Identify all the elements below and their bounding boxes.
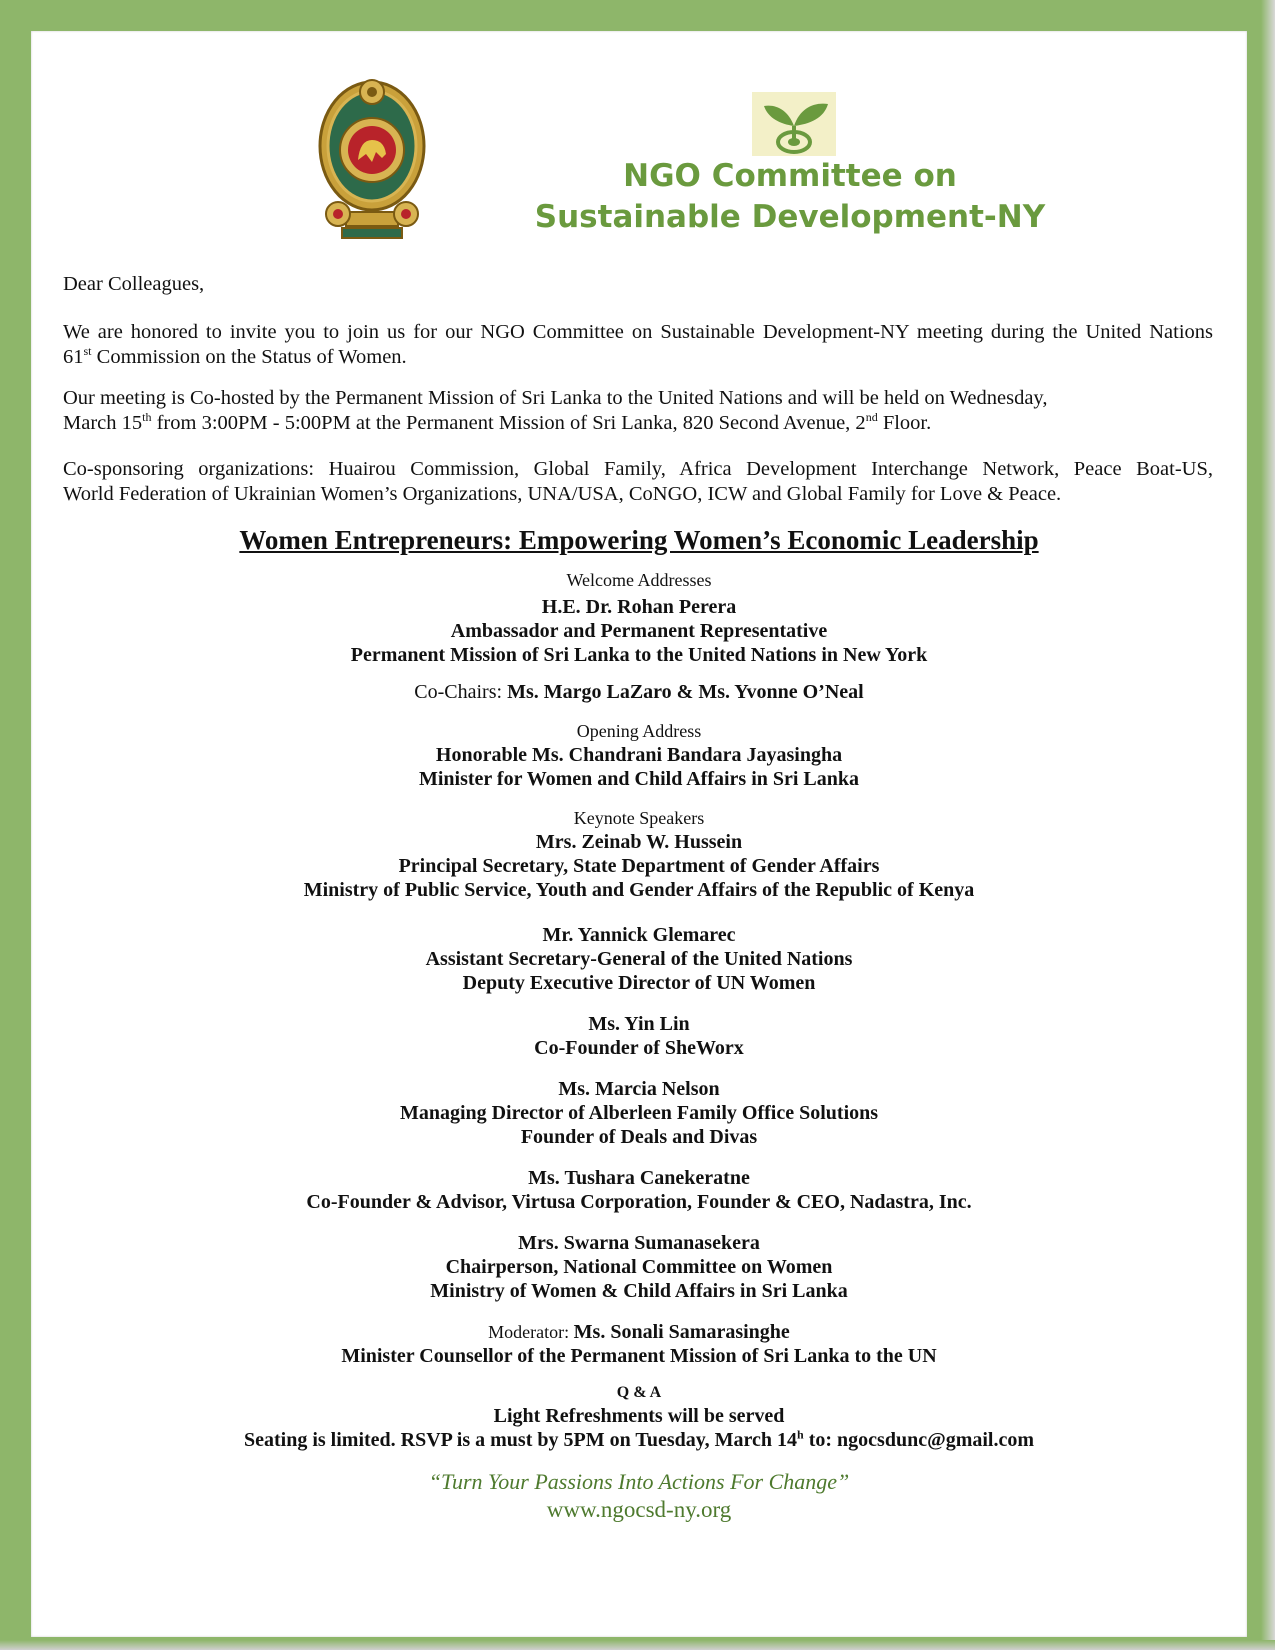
paragraph-meeting-line2 [63, 411, 1213, 436]
rsvp-deadline: Seating is limited. RSVP is a must by 5PM on Tuesday, March 14 [244, 1429, 798, 1451]
moderator-section [31, 1320, 1247, 1368]
floor-suffix: nd [865, 410, 878, 425]
moderator-role: Minister Counsellor of the Permanent Mission of Sri Lanka to the UN [341, 1345, 937, 1367]
speaker-role: Principal Secretary, State Department of Gender Affairs [398, 855, 880, 877]
keynote-speaker [31, 1012, 1247, 1060]
paragraph-invitation-line1: We are honored to invite you to join us for our NGO Committee on Sustainable Development-NY meeting during the United Nations [63, 321, 1213, 343]
paragraph-cosponsors-line1: Co-sponsoring organizations: Huairou Commission, Global Family, Africa Development Interchange Network, Peace Boat-US, [63, 458, 1213, 480]
speaker-name: Ms. Marcia Nelson [558, 1078, 720, 1100]
paragraph-invitation [63, 320, 1213, 370]
rsvp-date-suffix: h [797, 1427, 804, 1442]
ordinal-number: 61 [63, 346, 84, 368]
website-url: www.ngocsd-ny.org [546, 1497, 732, 1522]
rsvp-note [31, 1428, 1247, 1452]
speaker-name: Mrs. Zeinab W. Hussein [535, 831, 743, 853]
ordinal-suffix: st [83, 344, 92, 359]
speaker-role: Founder of Deals and Divas [520, 1126, 758, 1148]
org-name-line1: NGO Committee on [623, 158, 957, 194]
frame-shadow-right [1261, 0, 1275, 1650]
speaker-role: Ministry of Public Service, Youth and Gender Affairs of the Republic of Kenya [303, 879, 975, 901]
speaker-name: Ms. Tushara Canekeratne [528, 1167, 750, 1189]
moderator-line [31, 1320, 1247, 1344]
qa-label: Q & A [616, 1384, 662, 1401]
meeting-time-location: from 3:00PM - 5:00PM at the Permanent Mission of Sri Lanka, 820 Second Avenue, 2 [151, 412, 866, 434]
keynote-speaker [31, 830, 1247, 902]
speaker-role: Co-Founder & Advisor, Virtusa Corporation, Founder & CEO, Nadastra, Inc. [306, 1191, 972, 1213]
slogan-quote: “Turn Your Passions Into Actions For Change” [428, 1469, 850, 1494]
speaker-name: Mr. Yannick Glemarec [542, 924, 736, 946]
speaker-role: Managing Director of Alberleen Family Office Solutions [399, 1102, 879, 1124]
paragraph-cosponsors [63, 457, 1213, 507]
cochairs-label: Co-Chairs: [414, 681, 508, 703]
cochairs-names: Ms. Margo LaZaro & Ms. Yvonne O’Neal [507, 681, 864, 703]
speaker-name: Mrs. Swarna Sumanasekera [518, 1232, 760, 1254]
opening-label: Opening Address [576, 721, 702, 741]
keynote-speaker [31, 1166, 1247, 1214]
opening-speaker-name: Honorable Ms. Chandrani Bandara Jayasingha [435, 744, 843, 766]
event-program [31, 524, 1247, 1524]
paragraph-meeting-line1: Our meeting is Co-hosted by the Permanent Mission of Sri Lanka to the United Nations and will be held on Wednesday, [63, 387, 1048, 409]
refreshments-note: Light Refreshments will be served [493, 1405, 785, 1427]
keynote-speaker [31, 923, 1247, 995]
speaker-role: Deputy Executive Director of UN Women [462, 972, 816, 994]
org-name-line2: Sustainable Development-NY [534, 199, 1046, 235]
sri-lanka-emblem-icon [316, 74, 428, 244]
salutation: Dear Colleagues, [63, 273, 205, 295]
keynote-speaker [31, 1077, 1247, 1149]
paragraph-cosponsors-line2: World Federation of Ukrainian Women’s Organizations, UNA/USA, CoNGO, ICW and Global Family for Love & Peace. [63, 483, 1062, 505]
rsvp-email: to: ngocsdunc@gmail.com [803, 1429, 1034, 1451]
opening-section [31, 720, 1247, 791]
meeting-date: March 15 [63, 412, 143, 434]
event-title: Women Entrepreneurs: Empowering Women’s Economic Leadership [239, 525, 1039, 555]
paragraph-invitation-line2 [63, 345, 1213, 370]
moderator-label: Moderator: [488, 1322, 574, 1342]
frame-shadow-bottom [0, 1640, 1275, 1650]
welcome-speaker-role1: Ambassador and Permanent Representative [450, 620, 828, 642]
welcome-speaker-name: H.E. Dr. Rohan Perera [541, 596, 737, 618]
speaker-role: Chairperson, National Committee on Women [445, 1256, 833, 1278]
cochairs-line [31, 680, 1247, 704]
welcome-section [31, 569, 1247, 667]
opening-speaker-role: Minister for Women and Child Affairs in Sri Lanka [418, 768, 860, 790]
keynote-speaker [31, 1231, 1247, 1303]
floor-text: Floor. [877, 412, 932, 434]
keynote-label: Keynote Speakers [573, 808, 705, 828]
date-suffix: th [142, 410, 152, 425]
commission-text: Commission on the Status of Women. [91, 346, 407, 368]
speaker-role: Co-Founder of SheWorx [534, 1037, 744, 1059]
moderator-name: Ms. Sonali Samarasinghe [573, 1321, 790, 1343]
speaker-role: Ministry of Women & Child Affairs in Sri Lanka [430, 1280, 848, 1302]
keynote-section [31, 807, 1247, 1303]
paragraph-meeting [63, 386, 1213, 436]
speaker-name: Ms. Yin Lin [588, 1013, 690, 1035]
welcome-speaker-role2: Permanent Mission of Sri Lanka to the United Nations in New York [350, 644, 928, 666]
welcome-label: Welcome Addresses [566, 570, 712, 590]
organization-name [500, 156, 1080, 238]
speaker-role: Assistant Secretary-General of the United Nations [425, 948, 853, 970]
sprout-logo-icon [752, 92, 836, 156]
